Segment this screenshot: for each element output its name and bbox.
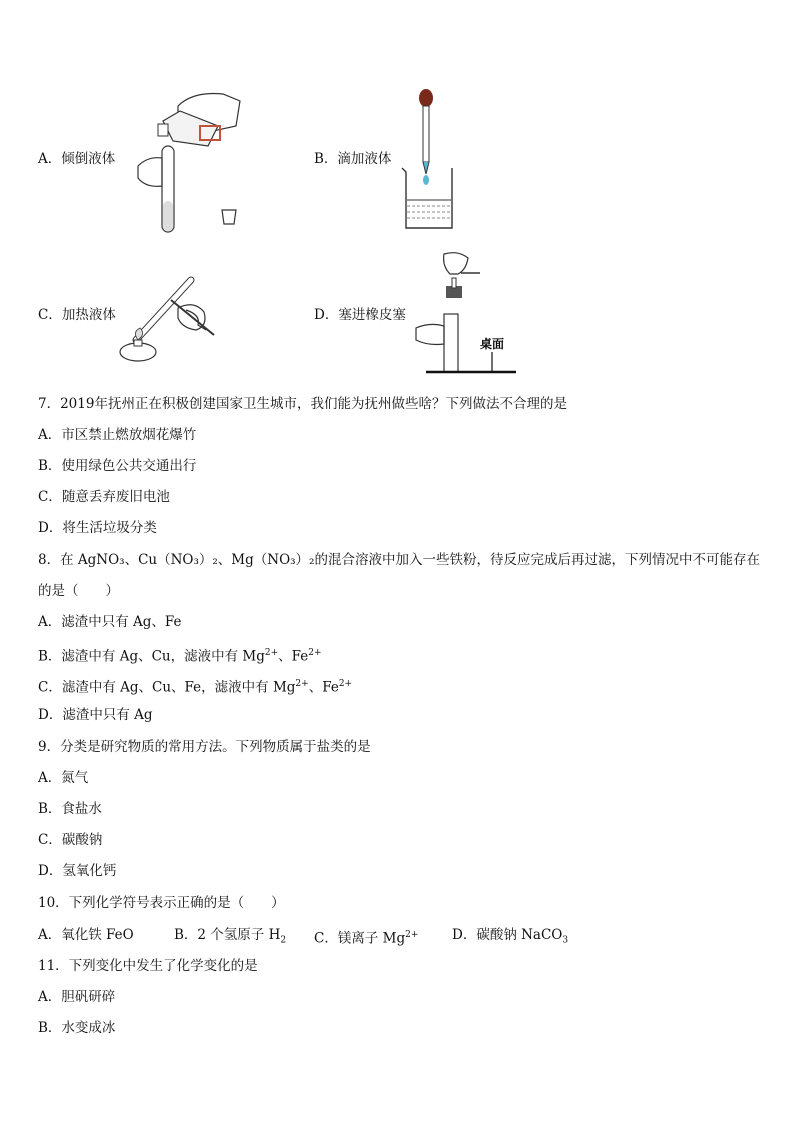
q8-option-a: A．滤渣中只有 Ag、Fe bbox=[38, 614, 182, 630]
q7-option-a: A．市区禁止燃放烟花爆竹 bbox=[38, 427, 197, 443]
q7-option-b: B．使用绿色公共交通出行 bbox=[38, 458, 197, 474]
q7-option-d: D．将生活垃圾分类 bbox=[38, 520, 157, 536]
q8-stem-line1: 8．在 AgNO₃、Cu（NO₃）₂、Mg（NO₃）₂的混合溶液中加入一些铁粉，待反应完成后再过滤，下列情况中不可能存在 bbox=[38, 552, 760, 568]
q6-option-d: D．塞进橡皮塞 bbox=[314, 307, 406, 323]
pouring-liquid-figure bbox=[118, 86, 248, 236]
q9-option-b: B．食盐水 bbox=[38, 801, 102, 817]
q10-option-a: A．氧化铁 FeO bbox=[38, 927, 134, 943]
q6-option-c: C．加热液体 bbox=[38, 307, 116, 323]
q11-stem: 11．下列变化中发生了化学变化的是 bbox=[38, 958, 258, 974]
q10-stem: 10．下列化学符号表示正确的是（ ） bbox=[38, 895, 285, 911]
q10-option-d: D．碳酸钠 NaCO$_3$ bbox=[452, 927, 569, 946]
q8-option-b: B．滤渣中有 Ag、Cu，滤液中有 $Mg^{2+}$、$Fe^{2+}$ bbox=[38, 648, 322, 665]
q8-option-c: C．滤渣中有 Ag、Cu、Fe，滤液中有 $Mg^{2+}$、$Fe^{2+}$ bbox=[38, 679, 353, 696]
q11-option-b: B．水变成冰 bbox=[38, 1020, 116, 1036]
q9-option-c: C．碳酸钠 bbox=[38, 832, 103, 848]
q9-option-a: A．氮气 bbox=[38, 770, 89, 786]
q8-stem-line2: 的是（ ） bbox=[38, 583, 119, 599]
table-label: 桌面 bbox=[480, 337, 505, 351]
q11-option-a: A．胆矾研碎 bbox=[38, 989, 116, 1005]
q9-stem: 9．分类是研究物质的常用方法。下列物质属于盐类的是 bbox=[38, 739, 371, 755]
q10-option-c: C．镁离子 $Mg^{2+}$ bbox=[314, 930, 419, 947]
q10-option-b: B．2 个氢原子 $H_2$ bbox=[174, 927, 287, 946]
q9-option-d: D．氢氧化钙 bbox=[38, 863, 117, 879]
q7-stem: 7．2019年抚州正在积极创建国家卫生城市，我们能为抚州做些啥？下列做法不合理的是 bbox=[38, 396, 567, 412]
q7-option-c: C．随意丢弃废旧电池 bbox=[38, 489, 170, 505]
dropping-liquid-figure bbox=[398, 86, 458, 234]
q8-option-d: D．滤渣中只有 Ag bbox=[38, 707, 153, 723]
inserting-stopper-figure bbox=[406, 248, 518, 378]
heating-liquid-figure bbox=[116, 270, 222, 365]
q6-option-b: B．滴加液体 bbox=[314, 151, 392, 167]
q6-option-a: A．倾倒液体 bbox=[38, 151, 116, 167]
